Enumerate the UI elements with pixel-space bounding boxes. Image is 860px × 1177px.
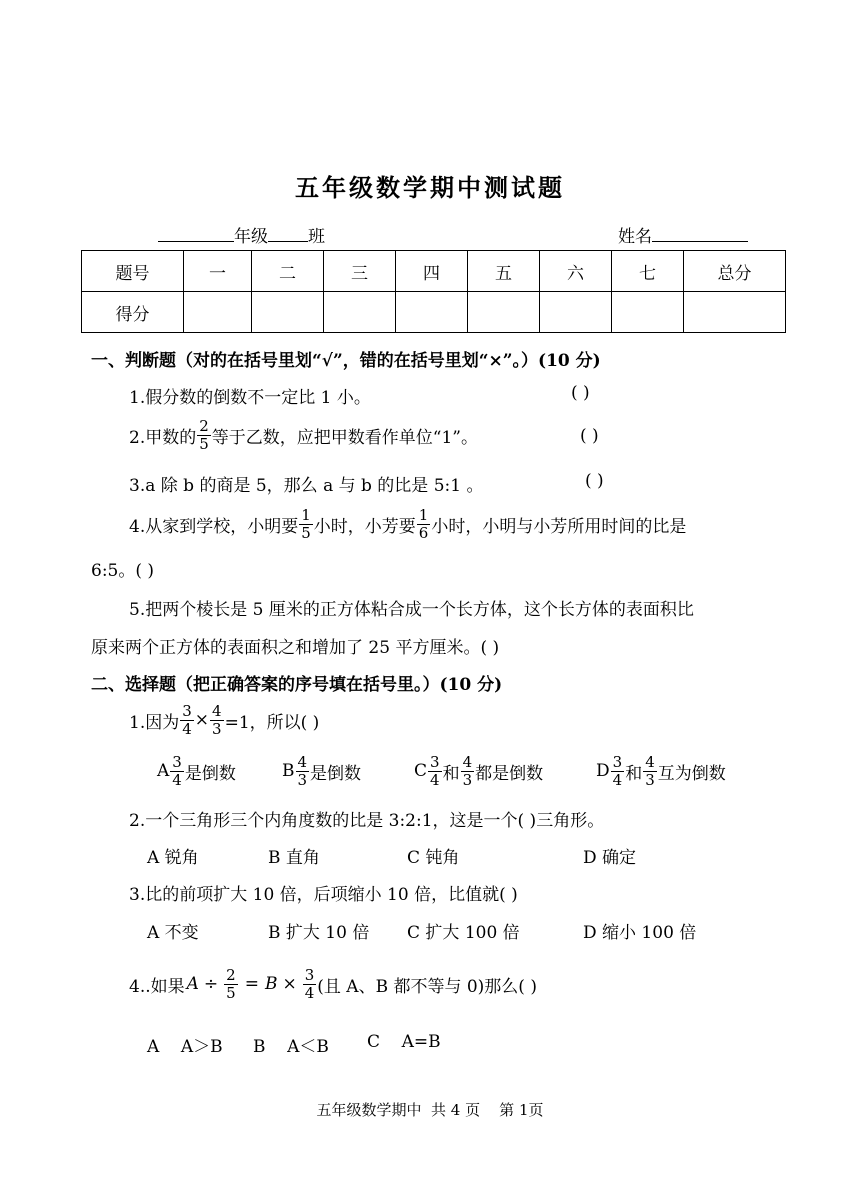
s1-q4-line1 [129,503,686,545]
fraction-numerator: 4 [212,701,222,720]
fraction [296,754,310,789]
page-title: 五年级数学期中测试题 [295,173,565,202]
fraction-numerator: 4 [645,752,655,771]
section1-heading: 一、判断题（对的在括号里划“√”，错的在括号里划“×”。）(10 分) [91,351,601,371]
s1-q2 [129,414,478,456]
s2-q2-option-b[interactable]: B 直角 [268,848,320,868]
s2-q1-option-a[interactable] [157,750,236,792]
option-letter: D [596,761,610,781]
s2-q2-option-d[interactable]: D 确定 [583,848,637,868]
fraction [428,754,442,789]
s2-q1 [129,699,319,741]
score-table [81,250,786,333]
fraction-numerator: 3 [182,701,192,720]
score-header-cell: 五 [468,251,540,292]
option-letter: C [414,761,428,781]
option-text: 互为倒数 [657,763,726,784]
score-header-cell: 六 [540,251,612,292]
grade-class-line [158,222,325,247]
s2-q4-option-b[interactable]: B A＜B [253,1037,329,1057]
option-text: 是倒数 [310,763,362,784]
score-row-label: 得分 [82,292,184,333]
s1-q5-line2: 原来两个正方体的表面积之和增加了 25 平方厘米。( ) [91,638,500,658]
fraction-denominator: 3 [212,719,222,738]
s2-q4-post: (且 A、B 都不等与 0)那么( ) [317,976,537,997]
times-sign: × [194,710,210,730]
s2-q3-option-a[interactable]: A 不变 [147,923,199,943]
fraction-numerator: 4 [462,752,473,771]
s2-q4 [129,962,537,1006]
fraction-numerator: 2 [199,416,209,435]
s1-q4-pre: 4.从家到学校，小明要 [129,516,299,537]
s2-q3: 3.比的前项扩大 10 倍，后项缩小 10 倍，比值就( ) [129,885,518,905]
score-cell[interactable] [684,292,786,333]
s2-q4-option-c[interactable]: C A=B [367,1032,441,1052]
fraction-denominator: 4 [612,770,623,789]
s2-q3-option-d[interactable]: D 缩小 100 倍 [583,923,697,943]
fraction-numerator: 3 [612,752,623,771]
score-cell[interactable] [324,292,396,333]
fraction [197,418,211,453]
s2-q4-pre: 4..如果 [129,976,185,997]
score-table-header-row [82,251,786,292]
fraction-numerator: 2 [226,965,236,984]
score-header-cell: 七 [612,251,684,292]
fraction [210,703,224,738]
score-cell[interactable] [612,292,684,333]
score-header-cell: 题号 [82,251,184,292]
equals-sign: = [244,974,259,994]
option-text: 和 [442,763,460,784]
fraction [417,507,431,542]
grade-label: 年级 [234,227,268,247]
fraction [303,967,317,1002]
name-label: 姓名 [618,227,652,247]
s1-q1-answer[interactable]: ( ) [571,383,590,403]
fraction-numerator: 3 [172,752,182,771]
score-header-cell: 四 [396,251,468,292]
s2-q1-post: =1，所以( ) [224,712,320,733]
s2-q1-pre: 1.因为 [129,712,180,733]
name-line [618,222,748,247]
score-cell[interactable] [468,292,540,333]
fraction-numerator: 4 [297,752,308,771]
option-letter: A [157,761,170,781]
fraction-numerator: 1 [301,505,311,524]
s2-q1-option-c[interactable] [414,750,543,792]
fraction-denominator: 5 [199,434,209,453]
score-header-cell: 总分 [684,251,786,292]
option-letter: B [282,761,295,781]
fraction-denominator: 5 [226,983,236,1002]
fraction [170,754,184,789]
s1-q1: 1.假分数的倒数不一定比 1 小。 [129,388,371,408]
fraction [461,754,475,789]
fraction-numerator: 3 [304,965,315,984]
score-cell[interactable] [252,292,324,333]
s2-q1-option-d[interactable] [596,750,726,792]
variable-b: B [264,974,278,994]
s1-q3: 3.a 除 b 的商是 5，那么 a 与 b 的比是 5:1 。 [129,476,484,496]
score-cell[interactable] [184,292,252,333]
s2-q1-option-b[interactable] [282,750,361,792]
fraction-denominator: 3 [645,770,655,789]
score-header-cell: 一 [184,251,252,292]
fraction [643,754,657,789]
class-blank[interactable] [268,223,308,242]
s2-q2-option-a[interactable]: A 锐角 [147,848,199,868]
section2-heading: 二、选择题（把正确答案的序号填在括号里。）(10 分) [91,675,503,695]
fraction-denominator: 4 [182,719,192,738]
divide-sign: ÷ [203,974,219,994]
fraction [224,967,238,1002]
fraction-denominator: 3 [462,770,473,789]
score-header-cell: 二 [252,251,324,292]
fraction-denominator: 4 [304,983,315,1002]
name-blank[interactable] [652,223,748,242]
score-cell[interactable] [540,292,612,333]
page-footer: 五年级数学期中 共 4 页 第 1页 [316,1101,544,1119]
fraction-numerator: 1 [418,505,429,524]
class-label: 班 [308,227,325,247]
s1-q2-pre: 2.甲数的 [129,427,197,448]
times-sign: × [282,974,297,994]
grade-blank[interactable] [158,223,234,242]
s2-q3-option-b[interactable]: B 扩大 10 倍 [268,923,370,943]
s2-q2: 2.一个三角形三个内角度数的比是 3:2:1，这是一个( )三角形。 [129,811,605,831]
fraction-denominator: 6 [418,523,429,542]
score-header-cell: 三 [324,251,396,292]
fraction-denominator: 4 [172,770,182,789]
s1-q5-line1: 5.把两个棱长是 5 厘米的正方体粘合成一个长方体，这个长方体的表面积比 [129,600,694,620]
s1-q4-mid: 小时，小芳要 [313,516,416,537]
variable-a: A [186,974,199,994]
s1-q2-post: 等于乙数，应把甲数看作单位“1”。 [211,427,478,448]
s1-q4-post: 小时，小明与小芳所用时间的比是 [431,516,687,537]
score-table-score-row [82,292,786,333]
fraction-denominator: 4 [430,770,440,789]
s2-q3-option-c[interactable]: C 扩大 100 倍 [407,923,520,943]
fraction [299,507,313,542]
s1-q3-answer[interactable]: ( ) [585,471,604,491]
option-text: 都是倒数 [475,763,544,784]
fraction [611,754,625,789]
s1-q4-line2: 6:5。( ) [91,561,155,581]
s2-q4-option-a[interactable]: A A＞B [147,1037,223,1057]
s1-q2-answer[interactable]: ( ) [580,426,599,446]
option-text: 是倒数 [184,763,236,784]
score-cell[interactable] [396,292,468,333]
fraction-denominator: 3 [297,770,308,789]
s2-q2-option-c[interactable]: C 钝角 [407,848,460,868]
fraction-numerator: 3 [430,752,440,771]
fraction [180,703,194,738]
option-text: 和 [625,763,643,784]
fraction-denominator: 5 [301,523,311,542]
